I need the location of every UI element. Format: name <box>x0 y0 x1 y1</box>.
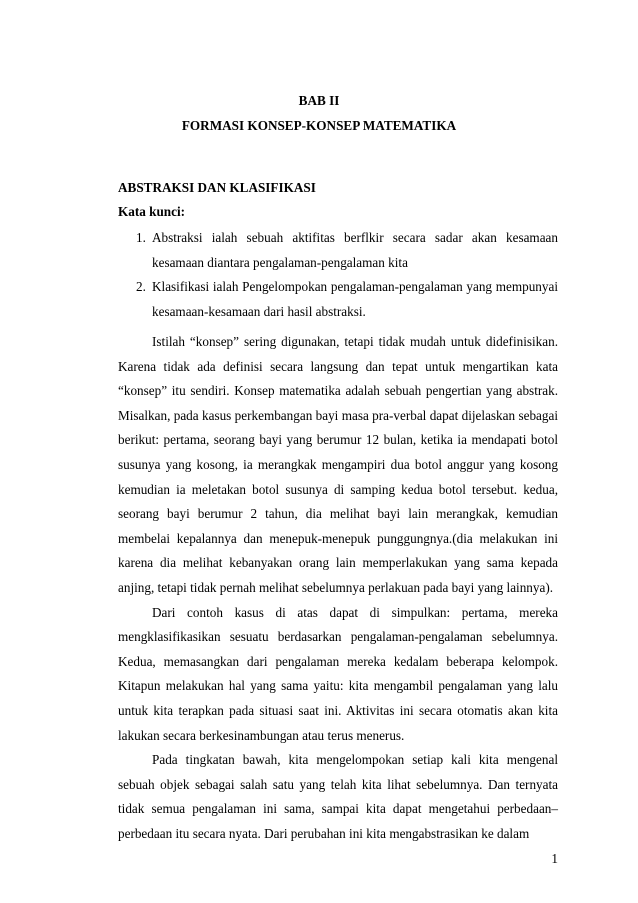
page-number: 1 <box>551 851 558 866</box>
keyword-item <box>118 275 558 324</box>
keywords-label: Kata kunci: <box>118 204 186 219</box>
paragraph: Pada tingkatan bawah, kita mengelompokan setiap kali kita mengenal sebuah objek sebagai salah satu yang telah kita lihat sebelumnya. Dan ternyata tidak semua pengalaman ini sama, sampai kita dapat mengetahui perbedaan–perbedaan itu secara nyata. Dari perubahan ini kita mengabstrasikan ke dalam <box>118 752 558 841</box>
keyword-text: Klasifikasi ialah Pengelompokan pengalaman-pengalaman yang mempunyai kesamaan-kesamaan dari hasil abstraksi. <box>152 279 558 319</box>
body-text <box>118 330 558 846</box>
keyword-text: Abstraksi ialah sebuah aktifitas berflkir secara sadar akan kesamaan kesamaan diantara pengalaman-pengalaman kita <box>152 230 558 270</box>
keyword-number: 1. <box>136 230 146 245</box>
paragraph: Dari contoh kasus di atas dapat di simpulkan: pertama, mereka mengklasifikasikan sesuatu berdasarkan pengalaman-pengalaman sebelumnya. Kedua, memasangkan dari pengalaman mereka kedalam beberapa kelompok. Kitapun melakukan hal yang sama yaitu: kita mengambil pengalaman yang lalu untuk kita terapkan pada situasi saat ini. Aktivitas ini secara otomatis akan kita lakukan secara berkesinambungan atau terus menerus. <box>118 604 558 743</box>
paragraph: Istilah “konsep” sering digunakan, tetapi tidak mudah untuk didefinisikan. Karena tidak ada definisi secara langsung dan tepat untuk mengartikan kata “konsep” itu sendiri. Konsep matematika adalah sebuah pengertian yang abstrak. Misalkan, pada kasus perkembangan bayi masa pra-verbal dapat dijelaskan sebagai berikut: pertama, seorang bayi yang berumur 12 bulan, ketika ia mendapati botol susunya yang kosong, ia merangkak mengampiri dua botol anggur yang kosong kemudian ia meletakan botol susunya di samping kedua botol tersebut. kedua, seorang bayi berumur 2 tahun, dia melihat bayi lain merangkak, kemudian membelai kepalannya dan menepuk-menepuk punggungnya.(dia melakukan ini karena dia melihat kebanyakan orang lain memperlakukan yang sama kepada anjing, tetapi tidak pernah melihat sebelumnya perlakuan pada bayi yang lainnya). <box>118 334 558 595</box>
section-heading: ABSTRAKSI DAN KLASIFIKASI <box>118 180 316 195</box>
keyword-number: 2. <box>136 279 146 295</box>
chapter-label: BAB II <box>298 93 340 108</box>
keyword-item <box>118 226 558 275</box>
keywords-list <box>118 226 558 324</box>
chapter-title: FORMASI KONSEP-KONSEP MATEMATIKA <box>181 118 457 133</box>
